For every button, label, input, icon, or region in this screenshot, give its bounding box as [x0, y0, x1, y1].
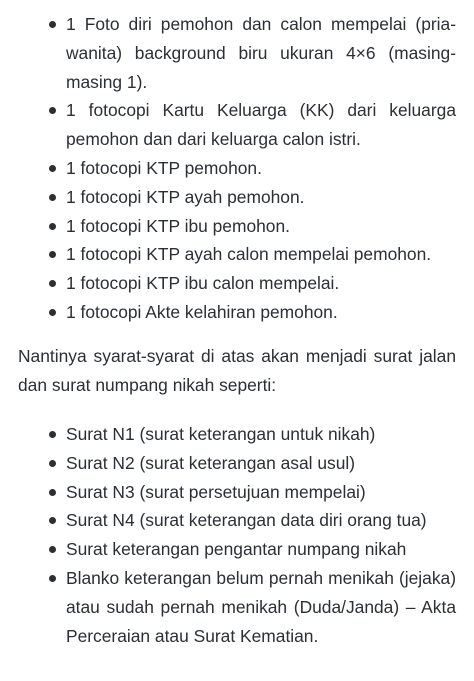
bullet-icon	[49, 251, 56, 258]
bullet-icon	[49, 517, 56, 524]
bullet-icon	[49, 489, 56, 496]
bullet-icon	[49, 546, 56, 553]
list-item	[0, 449, 474, 478]
bullet-icon	[49, 431, 56, 438]
list-item	[0, 240, 474, 269]
list-item-text: 1 fotocopi KTP pemohon.	[66, 157, 262, 178]
list-item-text: Surat N4 (surat keterangan data diri orang tua)	[66, 510, 427, 531]
list-item	[0, 478, 474, 507]
list-item-text: 1 fotocopi Kartu Keluarga (KK) dari keluarga pemohon dan dari keluarga calon istri.	[66, 100, 456, 150]
bullet-icon	[49, 21, 56, 28]
list-item	[0, 420, 474, 449]
letters-list	[0, 420, 474, 650]
bullet-icon	[49, 309, 56, 316]
list-item	[0, 298, 474, 327]
list-item-text: Surat N2 (surat keterangan asal usul)	[66, 452, 356, 473]
list-item	[0, 183, 474, 212]
bullet-icon	[49, 165, 56, 172]
bullet-icon	[49, 194, 56, 201]
list-item	[0, 96, 474, 154]
list-item-text: Surat keterangan pengantar numpang nikah	[66, 539, 407, 560]
bullet-icon	[49, 460, 56, 467]
list-item	[0, 10, 474, 96]
list-item-text: Surat N1 (surat keterangan untuk nikah)	[66, 424, 376, 444]
list-item	[0, 564, 474, 650]
list-item	[0, 535, 474, 564]
list-item-text: Surat N3 (surat persetujuan mempelai)	[66, 481, 366, 502]
list-item	[0, 506, 474, 535]
list-item-text: Blanko keterangan belum pernah menikah (jejaka) atau sudah pernah menikah (Duda/Janda) – Akta Perceraian atau Surat Kematian.	[66, 567, 456, 646]
body-paragraph: Nantinya syarat-syarat di atas akan menjadi surat jalan dan surat numpang nikah seperti:	[18, 346, 456, 395]
list-item-text: 1 fotocopi KTP ayah calon mempelai pemohon.	[66, 244, 432, 265]
bullet-icon	[49, 107, 56, 114]
list-item	[0, 269, 474, 298]
bullet-icon	[49, 280, 56, 287]
list-item	[0, 154, 474, 183]
bullet-icon	[49, 223, 56, 230]
list-item-text: 1 fotocopi KTP ibu calon mempelai.	[66, 273, 340, 294]
requirements-list	[0, 10, 474, 327]
list-item	[0, 212, 474, 241]
list-item-text: 1 fotocopi Akte kelahiran pemohon.	[66, 301, 338, 322]
list-item-text: 1 fotocopi KTP ibu pemohon.	[66, 215, 290, 236]
list-item-text: 1 fotocopi KTP ayah pemohon.	[66, 186, 305, 207]
list-item-text: 1 Foto diri pemohon dan calon mempelai (pria-wanita) background biru ukuran 4×6 (masing-masing 1).	[66, 14, 456, 92]
bullet-icon	[49, 575, 56, 582]
